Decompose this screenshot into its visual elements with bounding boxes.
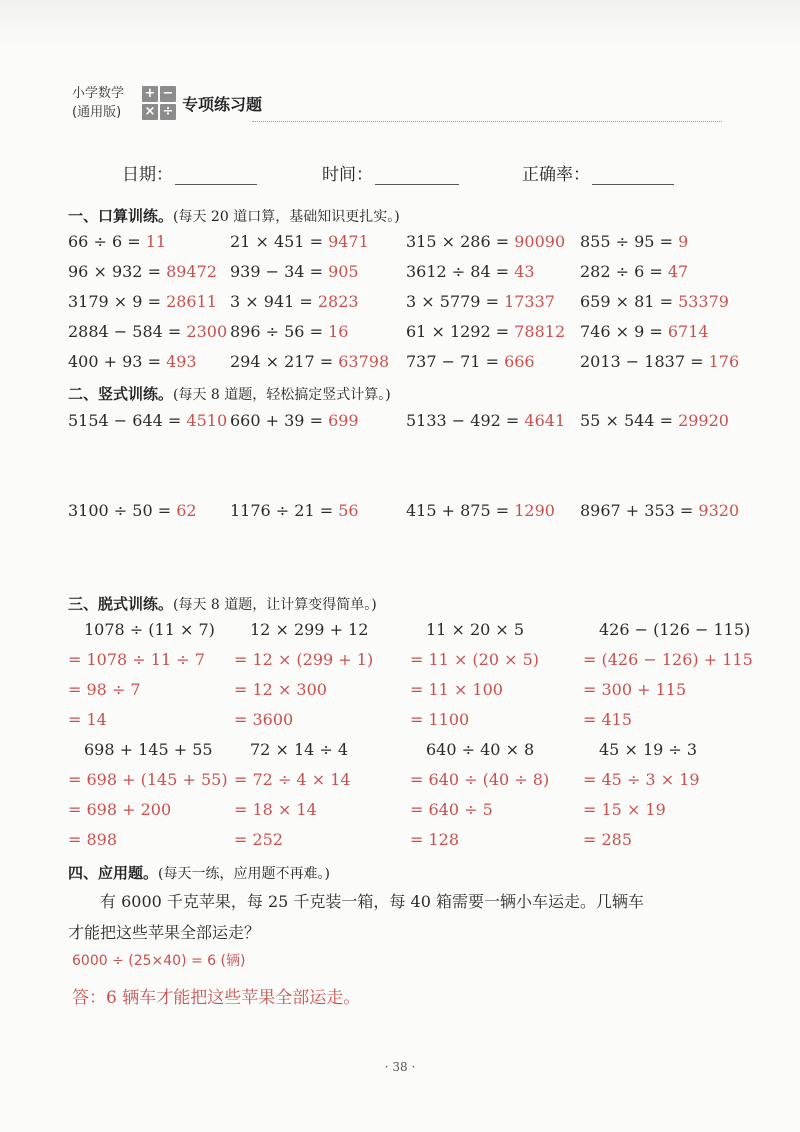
section-3-heading: 三、脱式训练。 <box>68 595 174 613</box>
step: = 898 <box>68 830 118 849</box>
question: 66 ÷ 6 = <box>68 232 146 251</box>
date-field <box>122 160 257 185</box>
question: 939 − 34 = <box>230 262 329 281</box>
step: = 1078 ÷ 11 ÷ 7 <box>68 650 205 669</box>
answer: 9471 <box>328 232 369 251</box>
top-scan-band <box>0 0 800 46</box>
step: = 14 <box>68 710 107 729</box>
section-1-title <box>68 205 400 226</box>
answer: 29920 <box>678 411 729 430</box>
step: = 15 × 19 <box>583 800 666 819</box>
problem <box>230 232 369 251</box>
answer: 4510 <box>186 411 228 430</box>
problem <box>406 501 555 520</box>
problem <box>68 232 166 251</box>
problem <box>68 262 217 281</box>
s1-row <box>68 292 748 320</box>
problem <box>406 322 565 341</box>
step: = (426 − 126) + 115 <box>583 650 753 669</box>
section-3-title <box>68 593 377 614</box>
problem <box>68 322 227 341</box>
book-line-2: (通用版) <box>72 105 122 120</box>
question: 61 × 1292 = <box>406 322 515 341</box>
problem <box>406 232 565 251</box>
question: 737 − 71 = <box>406 352 505 371</box>
step: = 12 × 300 <box>234 680 327 699</box>
answer: 89472 <box>166 262 217 281</box>
question: 5154 − 644 = <box>68 411 187 430</box>
problem <box>580 322 709 341</box>
answer-sentence: 答：6 辆车才能把这些苹果全部运走。 <box>72 988 361 1008</box>
accuracy-label: 正确率： <box>522 165 590 185</box>
question: 3100 ÷ 50 = <box>68 501 177 520</box>
section-4-note: (每天一练，应用题不再难。) <box>158 866 330 882</box>
problem <box>406 292 555 311</box>
solution-equation: 6000 ÷ (25×40) = 6 (辆) <box>72 953 246 969</box>
times-icon: × <box>142 104 158 120</box>
expression: 1078 ÷ (11 × 7) <box>84 620 215 639</box>
expression: 698 + 145 + 55 <box>84 740 213 759</box>
problem <box>580 292 729 311</box>
step: = 3600 <box>234 710 294 729</box>
section-1-heading: 一、口算训练。 <box>68 207 174 225</box>
book-label <box>72 84 124 122</box>
s2-row <box>68 501 748 529</box>
question: 282 ÷ 6 = <box>580 262 668 281</box>
s2-row <box>68 411 748 439</box>
problem <box>230 501 359 520</box>
step: = 45 ÷ 3 × 19 <box>583 770 700 789</box>
question: 21 × 451 = <box>230 232 329 251</box>
s1-row <box>68 232 748 260</box>
answer: 90090 <box>514 232 566 251</box>
problem <box>580 262 688 281</box>
step: = 300 + 115 <box>583 680 687 699</box>
step: = 18 × 14 <box>234 800 317 819</box>
expression: 72 × 14 ÷ 4 <box>250 740 349 759</box>
s1-row <box>68 352 748 380</box>
divide-icon: ÷ <box>160 104 176 120</box>
problem <box>68 352 197 371</box>
question: 3612 ÷ 84 = <box>406 262 515 281</box>
question: 660 + 39 = <box>230 411 329 430</box>
answer: 16 <box>328 322 349 341</box>
section-1-grid <box>68 232 748 382</box>
section-2-heading: 二、竖式训练。 <box>68 385 174 403</box>
answer: 905 <box>328 262 359 281</box>
question: 1176 ÷ 21 = <box>230 501 339 520</box>
section-1-note: (每天 20 道口算，基础知识更扎实。) <box>173 209 400 225</box>
page-header <box>72 84 722 128</box>
problem <box>68 501 197 520</box>
minus-icon: − <box>160 86 176 102</box>
question: 3 × 941 = <box>230 292 318 311</box>
step: = 11 × (20 × 5) <box>410 650 540 669</box>
step: = 128 <box>410 830 460 849</box>
step: = 72 ÷ 4 × 14 <box>234 770 351 789</box>
answer: 28611 <box>166 292 217 311</box>
problem <box>230 322 348 341</box>
answer: 699 <box>328 411 359 430</box>
time-field <box>322 160 459 185</box>
question: 659 × 81 = <box>580 292 679 311</box>
answer: 9 <box>678 232 689 251</box>
expression: 11 × 20 × 5 <box>426 620 525 639</box>
expression: 426 − (126 − 115) <box>599 620 751 639</box>
question: 3 × 5779 = <box>406 292 505 311</box>
answer: 176 <box>708 352 740 371</box>
question: 315 × 286 = <box>406 232 515 251</box>
page-number: · 38 · <box>384 1060 416 1074</box>
problem <box>580 501 739 520</box>
problem-line-2: 才能把这些苹果全部运走？ <box>68 923 261 942</box>
answer: 17337 <box>504 292 555 311</box>
step: = 12 × (299 + 1) <box>234 650 374 669</box>
answer: 56 <box>338 501 359 520</box>
problem <box>580 411 729 430</box>
step: = 415 <box>583 710 633 729</box>
question: 55 × 544 = <box>580 411 679 430</box>
step: = 98 ÷ 7 <box>68 680 141 699</box>
problem <box>68 292 217 311</box>
question: 415 + 875 = <box>406 501 515 520</box>
question: 746 × 9 = <box>580 322 668 341</box>
section-2-grid <box>68 411 748 531</box>
answer: 47 <box>667 262 689 281</box>
step: = 698 + 200 <box>68 800 172 819</box>
section-2-title <box>68 383 391 404</box>
time-label: 时间： <box>322 165 373 185</box>
problem <box>230 411 359 430</box>
step: = 698 + (145 + 55) <box>68 770 228 789</box>
question: 8967 + 353 = <box>580 501 699 520</box>
problem <box>68 411 227 430</box>
answer: 6714 <box>667 322 709 341</box>
section-4-title <box>68 862 330 883</box>
expression: 45 × 19 ÷ 3 <box>599 740 698 759</box>
time-blank <box>375 164 459 185</box>
answer: 666 <box>504 352 535 371</box>
step: = 640 ÷ 5 <box>410 800 493 819</box>
section-3-note: (每天 8 道题，让计算变得简单。) <box>173 597 377 613</box>
accuracy-blank <box>592 164 674 185</box>
answer: 4641 <box>524 411 566 430</box>
answer: 43 <box>514 262 535 281</box>
problem <box>406 411 565 430</box>
s1-row <box>68 322 748 350</box>
answer: 53379 <box>678 292 729 311</box>
step: = 1100 <box>410 710 470 729</box>
question: 294 × 217 = <box>230 352 339 371</box>
header-title: 专项练习题 <box>182 95 263 114</box>
expression: 640 ÷ 40 × 8 <box>426 740 535 759</box>
answer: 63798 <box>338 352 390 371</box>
expression: 12 × 299 + 12 <box>250 620 369 639</box>
accuracy-field <box>522 160 674 185</box>
problem <box>230 262 359 281</box>
problem <box>580 232 688 251</box>
word-problem <box>68 886 738 948</box>
date-label: 日期： <box>122 165 173 185</box>
section-3-grid <box>68 620 758 855</box>
step: = 11 × 100 <box>410 680 503 699</box>
answer: 62 <box>176 501 197 520</box>
answer: 78812 <box>514 322 566 341</box>
step: = 285 <box>583 830 633 849</box>
answer: 2300 <box>186 322 228 341</box>
problem <box>406 262 535 281</box>
answer: 11 <box>145 232 167 251</box>
meta-line <box>0 160 800 190</box>
answer: 9320 <box>698 501 740 520</box>
question: 96 × 932 = <box>68 262 167 281</box>
answer: 493 <box>166 352 197 371</box>
problem <box>230 352 389 371</box>
question: 400 + 93 = <box>68 352 167 371</box>
plus-icon: + <box>142 86 158 102</box>
step: = 252 <box>234 830 284 849</box>
answer: 2823 <box>317 292 359 311</box>
operators-logo <box>142 86 176 120</box>
question: 896 ÷ 56 = <box>230 322 329 341</box>
question: 855 ÷ 95 = <box>580 232 679 251</box>
question: 2884 − 584 = <box>68 322 187 341</box>
date-blank <box>175 164 257 185</box>
problem-line-1: 有 6000 千克苹果，每 25 千克装一箱，每 40 箱需要一辆小车运走。几辆车 <box>100 892 644 911</box>
section-4-heading: 四、应用题。 <box>68 864 159 882</box>
problem <box>230 292 359 311</box>
problem <box>580 352 739 371</box>
question: 5133 − 492 = <box>406 411 525 430</box>
answer: 1290 <box>514 501 555 520</box>
problem <box>406 352 535 371</box>
book-line-1: 小学数学 <box>72 86 125 101</box>
question: 2013 − 1837 = <box>580 352 709 371</box>
header-divider <box>252 121 722 122</box>
question: 3179 × 9 = <box>68 292 167 311</box>
section-2-note: (每天 8 道题，轻松搞定竖式计算。) <box>173 387 391 403</box>
step: = 640 ÷ (40 ÷ 8) <box>410 770 550 789</box>
s1-row <box>68 262 748 290</box>
